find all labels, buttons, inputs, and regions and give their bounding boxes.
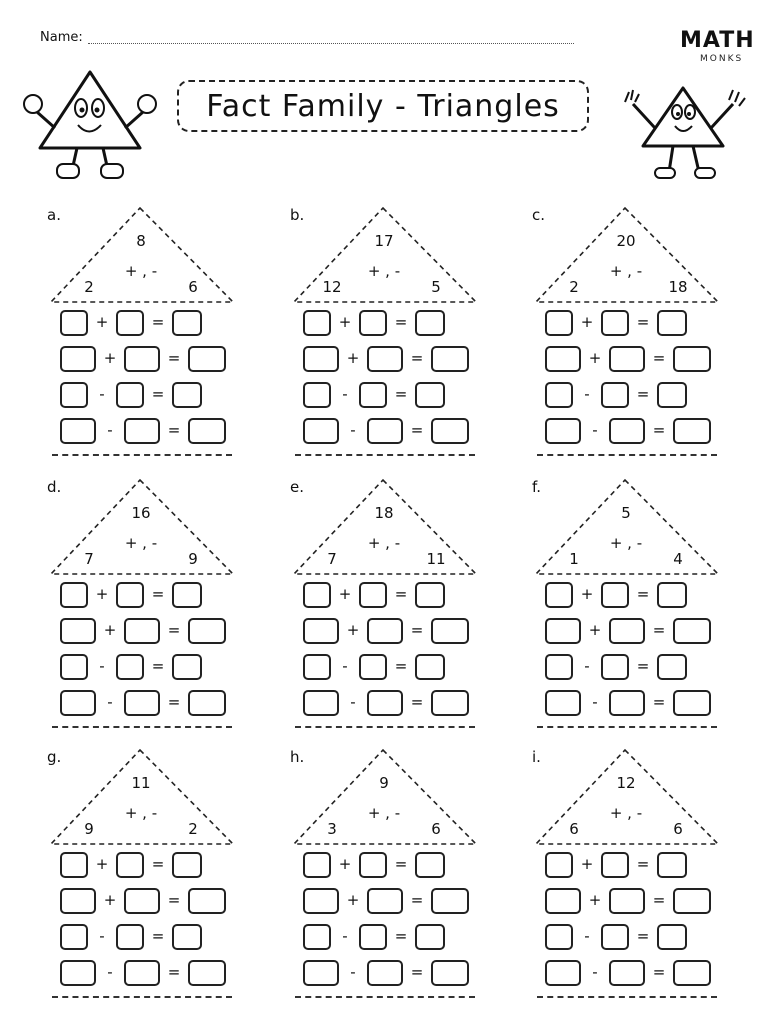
triangle-right-number: 5 xyxy=(431,278,441,296)
answer-box[interactable] xyxy=(188,888,226,914)
operator-sign: - xyxy=(592,963,598,981)
operator-sign: + xyxy=(95,313,109,331)
answer-box[interactable] xyxy=(172,382,202,408)
triangle-right-number: 9 xyxy=(188,550,198,568)
triangle-right-number: 6 xyxy=(673,820,683,838)
answer-box[interactable] xyxy=(116,382,144,408)
answer-box[interactable] xyxy=(60,382,88,408)
answer-box[interactable] xyxy=(545,960,581,986)
operator-sign: - xyxy=(99,385,105,403)
triangle-top-number: 17 xyxy=(374,232,394,250)
equation-row xyxy=(300,346,480,374)
equation-row xyxy=(57,582,237,610)
answer-box[interactable] xyxy=(60,346,96,372)
answer-box[interactable] xyxy=(657,582,687,608)
operator-sign: - xyxy=(350,421,356,439)
triangle-right-number: 11 xyxy=(426,550,446,568)
operator-sign: + xyxy=(346,621,360,639)
equals-sign: = xyxy=(652,621,666,639)
equation-row xyxy=(300,888,480,916)
house-base-line xyxy=(52,726,232,728)
equals-sign: = xyxy=(652,421,666,439)
answer-box[interactable] xyxy=(367,346,403,372)
math-monks-logo xyxy=(680,28,755,64)
equation-row xyxy=(57,852,237,880)
equation-row xyxy=(57,888,237,916)
answer-box[interactable] xyxy=(124,618,160,644)
triangle-left-number: 6 xyxy=(569,820,579,838)
equals-sign: = xyxy=(652,891,666,909)
answer-box[interactable] xyxy=(60,654,88,680)
answer-box[interactable] xyxy=(367,690,403,716)
answer-box[interactable] xyxy=(172,582,202,608)
answer-box[interactable] xyxy=(303,924,331,950)
answer-box[interactable] xyxy=(359,582,387,608)
triangle-mascot-left-icon xyxy=(15,68,165,186)
answer-box[interactable] xyxy=(359,654,387,680)
answer-box[interactable] xyxy=(367,618,403,644)
logo-monks-text: MONKS xyxy=(700,54,744,64)
answer-box[interactable] xyxy=(60,582,88,608)
equals-sign: = xyxy=(636,585,650,603)
house-letter: c. xyxy=(532,206,546,224)
answer-box[interactable] xyxy=(601,654,629,680)
equation-row xyxy=(300,418,480,446)
operator-sign: + xyxy=(346,891,360,909)
operator-sign: + xyxy=(95,585,109,603)
answer-box[interactable] xyxy=(359,852,387,878)
answer-box[interactable] xyxy=(431,346,469,372)
equals-sign: = xyxy=(151,585,165,603)
answer-box[interactable] xyxy=(545,582,573,608)
house-letter: a. xyxy=(47,206,61,224)
answer-box[interactable] xyxy=(657,924,687,950)
answer-box[interactable] xyxy=(609,690,645,716)
answer-box[interactable] xyxy=(545,418,581,444)
equation-row xyxy=(542,346,722,374)
answer-box[interactable] xyxy=(415,852,445,878)
equals-sign: = xyxy=(636,385,650,403)
fact-family-house xyxy=(532,206,732,456)
answer-box[interactable] xyxy=(116,310,144,336)
operator-sign: - xyxy=(350,693,356,711)
name-field[interactable] xyxy=(88,43,574,44)
equals-sign: = xyxy=(636,657,650,675)
answer-box[interactable] xyxy=(545,346,581,372)
triangle-right-number: 18 xyxy=(668,278,688,296)
equation-row xyxy=(542,960,722,988)
equals-sign: = xyxy=(167,621,181,639)
answer-box[interactable] xyxy=(601,852,629,878)
answer-box[interactable] xyxy=(431,690,469,716)
operator-sign: - xyxy=(584,385,590,403)
equation-row xyxy=(542,618,722,646)
triangle-left-number: 7 xyxy=(327,550,337,568)
triangle-top-number: 20 xyxy=(616,232,636,250)
equation-row xyxy=(57,382,237,410)
triangle-left-number: 1 xyxy=(569,550,579,568)
equation-row xyxy=(542,310,722,338)
answer-box[interactable] xyxy=(431,960,469,986)
equals-sign: = xyxy=(394,855,408,873)
answer-box[interactable] xyxy=(415,582,445,608)
equation-row xyxy=(542,924,722,952)
answer-box[interactable] xyxy=(188,418,226,444)
triangle-operations: + , - xyxy=(609,534,643,552)
house-letter: e. xyxy=(290,478,304,496)
equals-sign: = xyxy=(652,963,666,981)
answer-box[interactable] xyxy=(367,960,403,986)
equation-row xyxy=(542,418,722,446)
equation-row xyxy=(300,924,480,952)
answer-box[interactable] xyxy=(545,618,581,644)
equals-sign: = xyxy=(394,385,408,403)
answer-box[interactable] xyxy=(545,888,581,914)
operator-sign: + xyxy=(588,891,602,909)
answer-box[interactable] xyxy=(124,960,160,986)
answer-box[interactable] xyxy=(415,924,445,950)
equation-row xyxy=(57,310,237,338)
equals-sign: = xyxy=(410,693,424,711)
answer-box[interactable] xyxy=(303,582,331,608)
answer-box[interactable] xyxy=(60,924,88,950)
house-letter: f. xyxy=(532,478,541,496)
triangle-operations: + , - xyxy=(124,262,158,280)
triangle-top-number: 9 xyxy=(379,774,389,792)
answer-box[interactable] xyxy=(545,852,573,878)
answer-box[interactable] xyxy=(303,618,339,644)
operator-sign: - xyxy=(107,421,113,439)
equation-row xyxy=(57,418,237,446)
triangle-operations: + , - xyxy=(367,804,401,822)
fact-family-house xyxy=(532,478,732,728)
answer-box[interactable] xyxy=(431,888,469,914)
operator-sign: + xyxy=(103,621,117,639)
house-base-line xyxy=(295,726,475,728)
operator-sign: - xyxy=(99,657,105,675)
equation-row xyxy=(300,654,480,682)
house-base-line xyxy=(537,454,717,456)
triangle-mascot-right-icon xyxy=(615,82,755,182)
operator-sign: - xyxy=(107,693,113,711)
triangle-top-number: 16 xyxy=(131,504,151,522)
equation-row xyxy=(542,382,722,410)
answer-box[interactable] xyxy=(367,888,403,914)
fact-family-house xyxy=(47,206,247,456)
answer-box[interactable] xyxy=(609,418,645,444)
answer-box[interactable] xyxy=(303,888,339,914)
answer-box[interactable] xyxy=(172,852,202,878)
answer-box[interactable] xyxy=(601,382,629,408)
triangle-operations: + , - xyxy=(367,534,401,552)
house-letter: g. xyxy=(47,748,62,766)
answer-box[interactable] xyxy=(188,618,226,644)
fact-family-house xyxy=(47,478,247,728)
answer-box[interactable] xyxy=(60,618,96,644)
house-base-line xyxy=(295,454,475,456)
equation-row xyxy=(300,582,480,610)
answer-box[interactable] xyxy=(609,960,645,986)
answer-box[interactable] xyxy=(303,960,339,986)
answer-box[interactable] xyxy=(673,418,711,444)
operator-sign: - xyxy=(584,927,590,945)
operator-sign: - xyxy=(342,927,348,945)
answer-box[interactable] xyxy=(303,852,331,878)
answer-box[interactable] xyxy=(60,888,96,914)
operator-sign: - xyxy=(107,963,113,981)
answer-box[interactable] xyxy=(601,924,629,950)
answer-box[interactable] xyxy=(359,310,387,336)
equation-row xyxy=(57,346,237,374)
answer-box[interactable] xyxy=(359,924,387,950)
equation-row xyxy=(542,690,722,718)
house-letter: d. xyxy=(47,478,62,496)
triangle-left-number: 2 xyxy=(569,278,579,296)
answer-box[interactable] xyxy=(609,888,645,914)
answer-box[interactable] xyxy=(124,346,160,372)
answer-box[interactable] xyxy=(60,690,96,716)
answer-box[interactable] xyxy=(367,418,403,444)
answer-box[interactable] xyxy=(415,654,445,680)
operator-sign: - xyxy=(592,693,598,711)
house-base-line xyxy=(52,454,232,456)
answer-box[interactable] xyxy=(60,960,96,986)
triangle-operations: + , - xyxy=(367,262,401,280)
operator-sign: - xyxy=(350,963,356,981)
answer-box[interactable] xyxy=(431,618,469,644)
answer-box[interactable] xyxy=(303,346,339,372)
triangle-operations: + , - xyxy=(609,262,643,280)
equation-row xyxy=(300,310,480,338)
operator-sign: + xyxy=(338,585,352,603)
equals-sign: = xyxy=(410,421,424,439)
equation-row xyxy=(57,654,237,682)
answer-box[interactable] xyxy=(415,310,445,336)
answer-box[interactable] xyxy=(172,654,202,680)
answer-box[interactable] xyxy=(124,888,160,914)
operator-sign: + xyxy=(588,349,602,367)
equals-sign: = xyxy=(636,855,650,873)
answer-box[interactable] xyxy=(415,382,445,408)
equals-sign: = xyxy=(410,349,424,367)
answer-box[interactable] xyxy=(303,654,331,680)
equals-sign: = xyxy=(636,313,650,331)
operator-sign: + xyxy=(580,855,594,873)
equals-sign: = xyxy=(151,657,165,675)
triangle-left-number: 12 xyxy=(322,278,342,296)
logo-math-text: MATH xyxy=(680,28,755,53)
equals-sign: = xyxy=(394,313,408,331)
equals-sign: = xyxy=(410,963,424,981)
operator-sign: + xyxy=(103,891,117,909)
equals-sign: = xyxy=(151,313,165,331)
house-letter: b. xyxy=(290,206,305,224)
triangle-right-number: 6 xyxy=(188,278,198,296)
equals-sign: = xyxy=(394,585,408,603)
answer-box[interactable] xyxy=(657,654,687,680)
answer-box[interactable] xyxy=(545,924,573,950)
equation-row xyxy=(57,690,237,718)
operator-sign: + xyxy=(95,855,109,873)
triangle-right-number: 4 xyxy=(673,550,683,568)
equals-sign: = xyxy=(410,891,424,909)
equation-row xyxy=(542,582,722,610)
house-base-line xyxy=(537,996,717,998)
operator-sign: - xyxy=(99,927,105,945)
equals-sign: = xyxy=(151,855,165,873)
equation-row xyxy=(300,382,480,410)
operator-sign: - xyxy=(584,657,590,675)
answer-box[interactable] xyxy=(545,382,573,408)
triangle-operations: + , - xyxy=(609,804,643,822)
equation-row xyxy=(300,690,480,718)
equation-row xyxy=(57,924,237,952)
triangle-top-number: 12 xyxy=(616,774,636,792)
equals-sign: = xyxy=(167,349,181,367)
answer-box[interactable] xyxy=(545,310,573,336)
triangle-top-number: 11 xyxy=(131,774,151,792)
answer-box[interactable] xyxy=(303,690,339,716)
answer-box[interactable] xyxy=(601,310,629,336)
operator-sign: + xyxy=(103,349,117,367)
equation-row xyxy=(300,960,480,988)
house-letter: i. xyxy=(532,748,541,766)
answer-box[interactable] xyxy=(673,960,711,986)
fact-family-house xyxy=(47,748,247,998)
fact-family-house xyxy=(290,206,490,456)
house-letter: h. xyxy=(290,748,305,766)
answer-box[interactable] xyxy=(609,346,645,372)
equation-row xyxy=(300,852,480,880)
answer-box[interactable] xyxy=(431,418,469,444)
answer-box[interactable] xyxy=(673,888,711,914)
answer-box[interactable] xyxy=(60,852,88,878)
operator-sign: + xyxy=(338,313,352,331)
equation-row xyxy=(300,618,480,646)
fact-family-house xyxy=(290,748,490,998)
equals-sign: = xyxy=(167,891,181,909)
name-label: Name: xyxy=(40,30,83,45)
answer-box[interactable] xyxy=(188,690,226,716)
answer-box[interactable] xyxy=(60,310,88,336)
house-base-line xyxy=(295,996,475,998)
fact-family-house xyxy=(290,478,490,728)
answer-box[interactable] xyxy=(545,690,581,716)
operator-sign: + xyxy=(338,855,352,873)
equals-sign: = xyxy=(394,927,408,945)
answer-box[interactable] xyxy=(673,618,711,644)
answer-box[interactable] xyxy=(303,310,331,336)
equation-row xyxy=(57,960,237,988)
triangle-left-number: 7 xyxy=(84,550,94,568)
answer-box[interactable] xyxy=(657,310,687,336)
answer-box[interactable] xyxy=(124,690,160,716)
equals-sign: = xyxy=(652,693,666,711)
triangle-right-number: 6 xyxy=(431,820,441,838)
equals-sign: = xyxy=(652,349,666,367)
operator-sign: + xyxy=(588,621,602,639)
operator-sign: + xyxy=(580,313,594,331)
triangle-left-number: 9 xyxy=(84,820,94,838)
triangle-top-number: 5 xyxy=(621,504,631,522)
answer-box[interactable] xyxy=(116,582,144,608)
triangle-operations: + , - xyxy=(124,804,158,822)
answer-box[interactable] xyxy=(601,582,629,608)
answer-box[interactable] xyxy=(609,618,645,644)
triangle-top-number: 18 xyxy=(374,504,394,522)
equals-sign: = xyxy=(151,385,165,403)
answer-box[interactable] xyxy=(116,852,144,878)
triangle-right-number: 2 xyxy=(188,820,198,838)
triangle-top-number: 8 xyxy=(136,232,146,250)
answer-box[interactable] xyxy=(172,924,202,950)
equals-sign: = xyxy=(167,421,181,439)
equation-row xyxy=(57,618,237,646)
triangle-left-number: 2 xyxy=(84,278,94,296)
answer-box[interactable] xyxy=(116,654,144,680)
answer-box[interactable] xyxy=(545,654,573,680)
triangle-left-number: 3 xyxy=(327,820,337,838)
equation-row xyxy=(542,888,722,916)
equals-sign: = xyxy=(636,927,650,945)
equals-sign: = xyxy=(167,693,181,711)
worksheet-title: Fact Family - Triangles xyxy=(177,80,589,132)
answer-box[interactable] xyxy=(303,382,331,408)
equals-sign: = xyxy=(151,927,165,945)
answer-box[interactable] xyxy=(657,852,687,878)
equals-sign: = xyxy=(394,657,408,675)
answer-box[interactable] xyxy=(124,418,160,444)
answer-box[interactable] xyxy=(116,924,144,950)
operator-sign: - xyxy=(342,385,348,403)
answer-box[interactable] xyxy=(188,346,226,372)
answer-box[interactable] xyxy=(673,346,711,372)
equation-row xyxy=(542,852,722,880)
equals-sign: = xyxy=(410,621,424,639)
operator-sign: - xyxy=(342,657,348,675)
name-row xyxy=(40,30,580,50)
answer-box[interactable] xyxy=(673,690,711,716)
operator-sign: + xyxy=(346,349,360,367)
answer-box[interactable] xyxy=(303,418,339,444)
equation-row xyxy=(542,654,722,682)
triangle-operations: + , - xyxy=(124,534,158,552)
answer-box[interactable] xyxy=(60,418,96,444)
house-base-line xyxy=(52,996,232,998)
house-base-line xyxy=(537,726,717,728)
answer-box[interactable] xyxy=(188,960,226,986)
answer-box[interactable] xyxy=(172,310,202,336)
answer-box[interactable] xyxy=(657,382,687,408)
operator-sign: + xyxy=(580,585,594,603)
answer-box[interactable] xyxy=(359,382,387,408)
fact-family-house xyxy=(532,748,732,998)
operator-sign: - xyxy=(592,421,598,439)
equals-sign: = xyxy=(167,963,181,981)
